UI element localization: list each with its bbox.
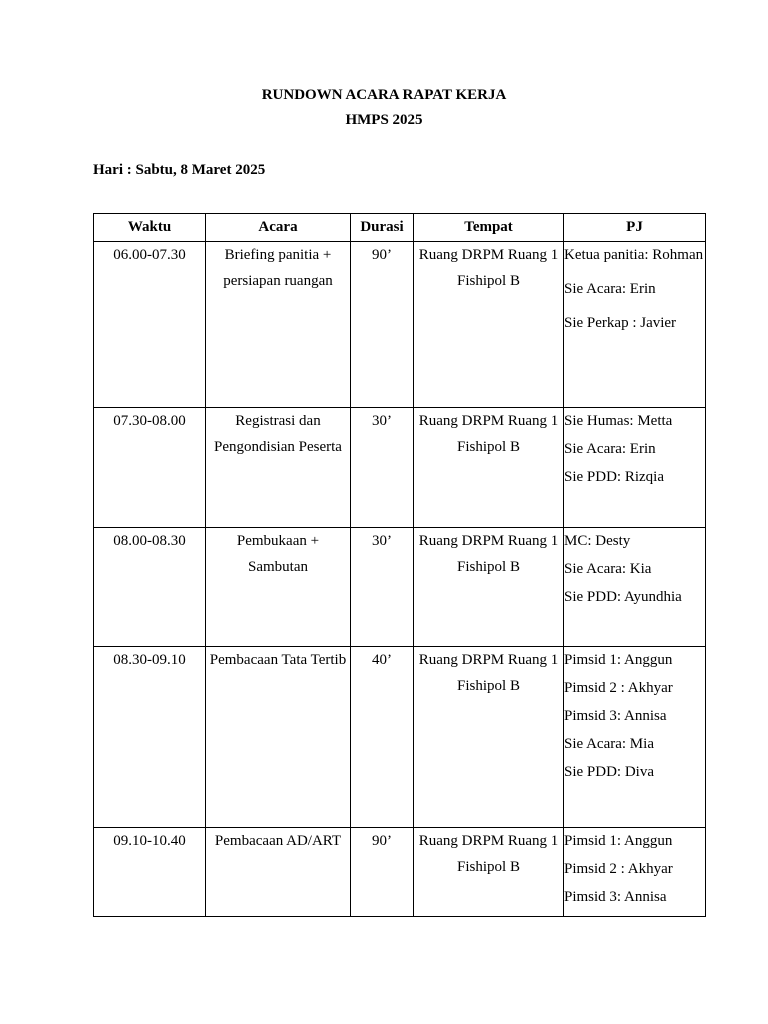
cell-durasi: 90’	[351, 828, 414, 917]
cell-acara: Pembacaan AD/ART	[206, 828, 351, 917]
pj-entry: Pimsid 1: Anggun	[564, 833, 673, 849]
pj-entry: Pimsid 3: Annisa	[564, 889, 667, 905]
cell-tempat: Ruang DRPM Ruang 1 Fishipol B	[414, 242, 564, 408]
pj-entry: Sie Humas: Metta	[564, 413, 673, 429]
table-row	[94, 242, 706, 408]
cell-tempat: Ruang DRPM Ruang 1 Fishipol B	[414, 828, 564, 917]
cell-waktu: 07.30-08.00	[94, 408, 206, 528]
header-pj: PJ	[564, 214, 706, 242]
cell-pj	[564, 828, 706, 917]
cell-pj	[564, 528, 706, 647]
header-waktu: Waktu	[94, 214, 206, 242]
pj-entry: Pimsid 1: Anggun	[564, 652, 673, 668]
cell-waktu: 09.10-10.40	[94, 828, 206, 917]
cell-tempat: Ruang DRPM Ruang 1 Fishipol B	[414, 408, 564, 528]
pj-entry: Sie PDD: Ayundhia	[564, 589, 682, 605]
cell-acara: Briefing panitia + persiapan ruangan	[206, 242, 351, 408]
table-row	[94, 528, 706, 647]
pj-entry: Sie Perkap : Javier	[564, 315, 677, 331]
cell-durasi: 90’	[351, 242, 414, 408]
event-date: Hari : Sabtu, 8 Maret 2025	[93, 162, 266, 178]
pj-entry: Sie Acara: Mia	[564, 736, 654, 752]
document-subtitle: HMPS 2025	[345, 112, 423, 128]
pj-entry: Ketua panitia: Rohman	[564, 247, 704, 263]
pj-entry: Sie PDD: Rizqia	[564, 469, 664, 485]
cell-tempat: Ruang DRPM Ruang 1 Fishipol B	[414, 647, 564, 828]
document-title: RUNDOWN ACARA RAPAT KERJA	[261, 87, 507, 103]
pj-entry: Sie Acara: Erin	[564, 281, 656, 297]
table-row	[94, 828, 706, 917]
cell-durasi: 40’	[351, 647, 414, 828]
cell-pj	[564, 242, 706, 408]
cell-waktu: 06.00-07.30	[94, 242, 206, 408]
table-header-row	[94, 214, 706, 242]
rundown-table	[93, 213, 706, 917]
table-row	[94, 408, 706, 528]
pj-entry: Pimsid 2 : Akhyar	[564, 861, 673, 877]
pj-entry: Pimsid 3: Annisa	[564, 708, 667, 724]
cell-acara: Pembukaan + Sambutan	[206, 528, 351, 647]
header-durasi: Durasi	[351, 214, 414, 242]
header-acara: Acara	[206, 214, 351, 242]
pj-entry: Pimsid 2 : Akhyar	[564, 680, 673, 696]
pj-entry: Sie Acara: Kia	[564, 561, 652, 577]
cell-waktu: 08.30-09.10	[94, 647, 206, 828]
cell-pj	[564, 408, 706, 528]
pj-entry: Sie Acara: Erin	[564, 441, 656, 457]
pj-entry: Sie PDD: Diva	[564, 764, 654, 780]
header-tempat: Tempat	[414, 214, 564, 242]
cell-pj	[564, 647, 706, 828]
cell-tempat: Ruang DRPM Ruang 1 Fishipol B	[414, 528, 564, 647]
pj-entry: MC: Desty	[564, 533, 631, 549]
table-row	[94, 647, 706, 828]
cell-durasi: 30’	[351, 408, 414, 528]
cell-waktu: 08.00-08.30	[94, 528, 206, 647]
cell-durasi: 30’	[351, 528, 414, 647]
cell-acara: Pembacaan Tata Tertib	[206, 647, 351, 828]
cell-acara: Registrasi dan Pengondisian Peserta	[206, 408, 351, 528]
